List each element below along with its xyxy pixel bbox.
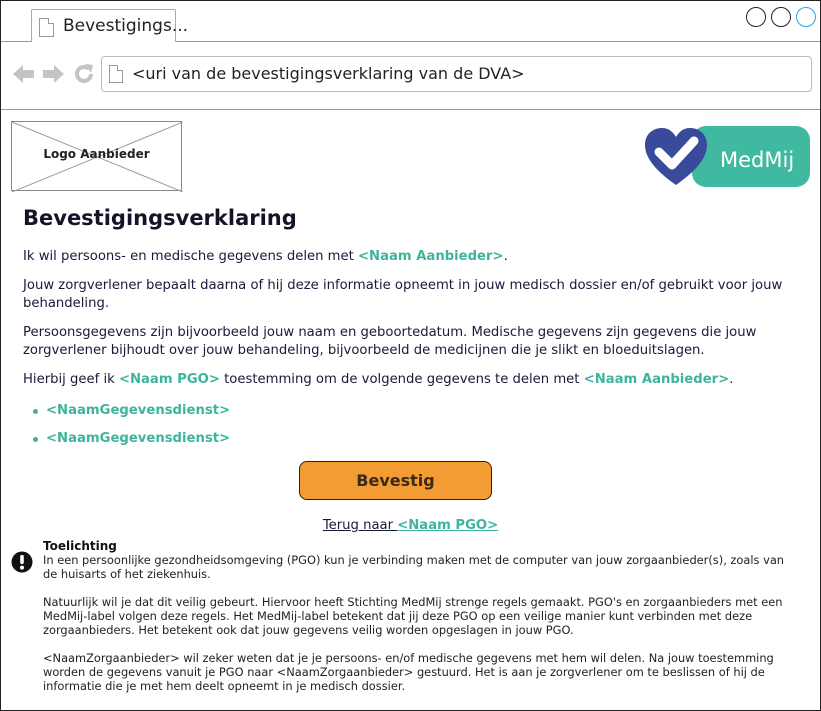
provider-logo-placeholder (11, 121, 182, 191)
medmij-logo (642, 125, 811, 189)
page-title: Bevestigingsverklaring (23, 206, 297, 230)
list-item: <NaamGegevensdienst> (23, 431, 808, 446)
navigation-bar (1, 42, 820, 110)
minimize-button[interactable] (746, 7, 766, 27)
provider-logo-label: Logo Aanbieder (43, 147, 150, 161)
url-text: <uri van de bevestigingsverklaring van de DVA> (132, 64, 525, 83)
intro-paragraph: Ik wil persoons- en medische gegevens delen met <Naam Aanbieder>. (23, 249, 508, 264)
svg-text:MedMij: MedMij (720, 148, 795, 172)
page-icon (109, 65, 123, 83)
info-title: Toelichting (43, 539, 117, 553)
info-paragraph: In een persoonlijke gezondheidsomgeving (PGO) kun je verbinding maken met de computer van jouw zorgaanbieder(s), zoals van de huisarts of het ziekenhuis. (43, 553, 785, 581)
provider-name: <Naam Aanbieder> (583, 372, 730, 387)
data-service-list (23, 403, 808, 446)
back-link[interactable]: Terug naar <Naam PGO> (322, 518, 499, 533)
info-paragraph: <NaamZorgaanbieder> wil zeker weten dat je je persoons- en/of medische gegevens met hem wil delen. Na jouw toestemming worden de gegevens vanuit je PGO naar <NaamZorgaanbieder> gestuurd. Het is aan je zorgverlener om te beslissen of hij de informatie die je met hem deelt opneemt in je medisch dossier. (43, 651, 774, 693)
tab-title: Bevestigings... (63, 16, 189, 36)
close-button[interactable] (796, 7, 816, 27)
page-icon (39, 18, 54, 37)
refresh-icon[interactable] (72, 62, 96, 86)
consent-paragraph: Hierbij geef ik <Naam PGO> toestemming om de volgende gegevens te delen met <Naam Aanbieder>. (23, 372, 734, 387)
forward-arrow-icon[interactable] (41, 62, 65, 86)
explanation-paragraph: Jouw zorgverlener bepaalt daarna of hij deze informatie opneemt in jouw medisch dossier en/of gebruikt voor jouw behandeling. (23, 278, 783, 311)
info-section (43, 539, 798, 707)
exclamation-icon (11, 551, 33, 573)
maximize-button[interactable] (771, 7, 791, 27)
confirm-button[interactable]: Bevestig (299, 461, 492, 500)
data-types-paragraph: Persoonsgegevens zijn bijvoorbeeld jouw naam en geboortedatum. Medische gegevens zijn gegevens die jouw zorgverlener bijhoudt over jouw behandeling, bijvoorbeeld de medicijnen die je slikt en bloeduitslagen. (23, 325, 757, 358)
back-arrow-icon[interactable] (12, 62, 36, 86)
provider-name: <Naam Aanbieder> (358, 249, 504, 264)
tab-bar (1, 1, 820, 42)
address-bar[interactable] (101, 56, 812, 92)
main-content (23, 206, 808, 459)
info-paragraph: Natuurlijk wil je dat dit veilig gebeurt. Hiervoor heeft Stichting MedMij strenge regels gemaakt. PGO's en zorgaanbieders met een MedMij-label volgen deze regels. Het MedMij-label betekent dat jij deze PGO op een veilige manier kunt verbinden met deze zorgaanbieders. Het betekent ook dat jouw gegevens veilig worden opgeslagen in jouw PGO. (43, 595, 783, 637)
browser-tab[interactable] (31, 9, 189, 42)
list-item: <NaamGegevensdienst> (23, 403, 808, 418)
pgo-name-link: <Naam PGO> (397, 518, 499, 533)
pgo-name: <Naam PGO> (118, 372, 220, 387)
